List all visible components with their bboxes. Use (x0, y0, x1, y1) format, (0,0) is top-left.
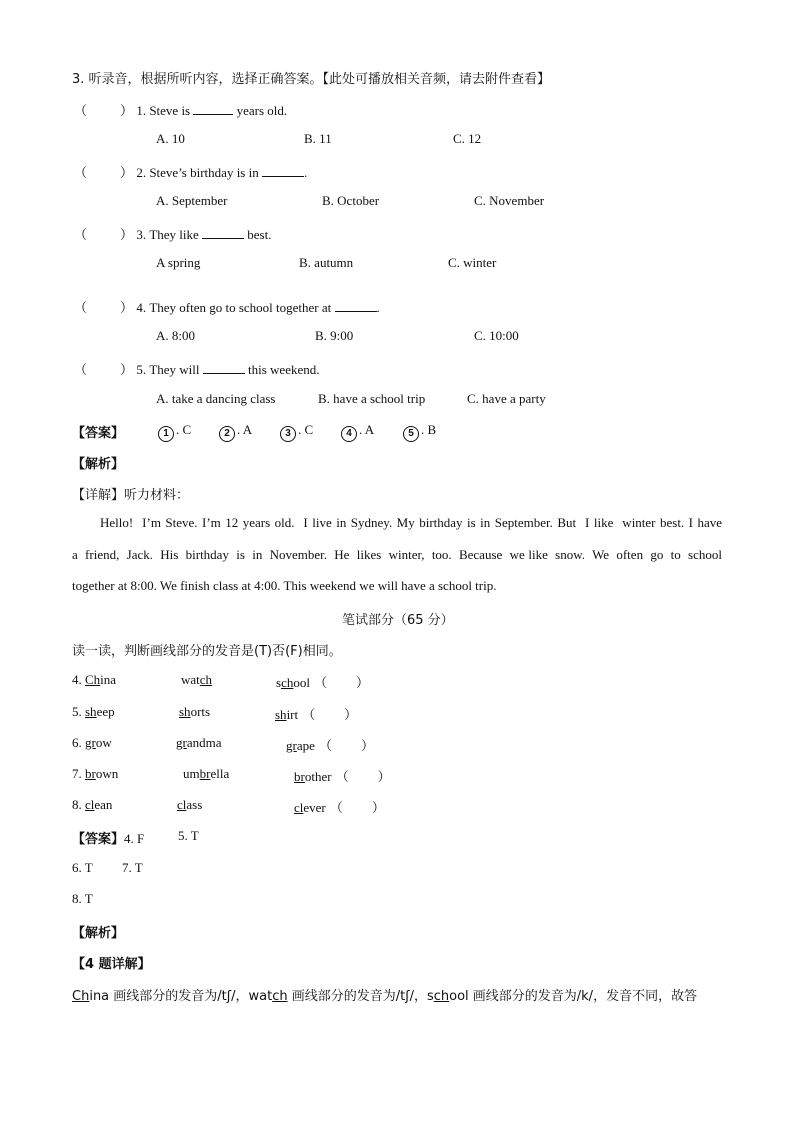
word-3: clever （ ） (294, 800, 385, 816)
answer-value: 5. T (178, 828, 199, 843)
word-2: shorts (179, 704, 211, 719)
circled-number: 2 (219, 426, 235, 442)
answer-paren: （ ） (74, 104, 134, 119)
item-stem-post: this weekend. (248, 362, 320, 377)
word-1: brown (85, 766, 119, 781)
answer-row (72, 422, 124, 441)
fill-blank (202, 228, 244, 239)
option-c: C. 10:00 (474, 328, 519, 343)
circled-number: 5 (403, 426, 419, 442)
item-number: 2. (136, 165, 147, 180)
passage-line: together at 8:00. We finish class at 4:00. This weekend we will have a school trip. (72, 578, 497, 593)
answer-value: . A (359, 422, 375, 437)
answer-paren: （ ） (74, 363, 134, 378)
fill-blank (193, 104, 233, 115)
analysis-tag: 【解析】 (72, 457, 125, 472)
question-3-header: 3. 听录音，根据所听内容，选择正确答案。【此处可播放相关音频，请去附件查看】 (72, 72, 551, 87)
answer-tag: 【答案】 (72, 426, 125, 441)
item-stem-pre: Steve is (149, 103, 191, 118)
option-b: B. October (322, 193, 380, 208)
item-stem-pre: They often go to school together at (149, 300, 332, 315)
section-instruction: 读一读，判断画线部分的发音是(T)否(F)相同。 (72, 644, 342, 659)
word-1: clean (85, 797, 113, 812)
word-1: China (85, 672, 117, 687)
item-stem-post: years old. (236, 103, 288, 118)
answer-paren: （ ） (74, 166, 134, 181)
answer-row (72, 828, 144, 847)
answer-value: . B (421, 422, 437, 437)
answer-paren: （ ） (74, 301, 134, 316)
option-a: A. take a dancing class (156, 391, 276, 406)
answer-item (403, 422, 436, 442)
word-2: class (177, 797, 203, 812)
detail-heading: 【详解】听力材料： (72, 488, 190, 503)
circled-number: 4 (341, 426, 357, 442)
answer-value: . A (237, 422, 253, 437)
analysis-tag: 【解析】 (72, 926, 125, 941)
answer-value: 4. F (124, 831, 145, 846)
circled-number: 3 (280, 426, 296, 442)
item-stem-pre: They will (149, 362, 200, 377)
word-2: grandma (176, 735, 222, 750)
answer-value: 8. T (72, 891, 93, 906)
answer-tag: 【答案】 (72, 832, 125, 847)
row-number: 8. (72, 797, 82, 812)
fill-blank (335, 301, 377, 312)
word-3: brother （ ） (294, 769, 391, 785)
item-number: 1. (136, 103, 147, 118)
item-number: 3. (136, 227, 147, 242)
option-a: A. 10 (156, 131, 185, 146)
row-number: 7. (72, 766, 82, 781)
answer-value: . C (298, 422, 314, 437)
option-c: C. November (474, 193, 545, 208)
word-3: grape （ ） (286, 738, 374, 754)
option-b: B. 11 (304, 131, 332, 146)
fill-blank (262, 166, 304, 177)
option-a: A spring (156, 255, 201, 270)
item-stem-pre: Steve’s birthday is in (149, 165, 259, 180)
answer-item (341, 422, 374, 442)
option-c: C. winter (448, 255, 497, 270)
word-1: grow (85, 735, 112, 750)
word-1: sheep (85, 704, 115, 719)
row-number: 6. (72, 735, 82, 750)
fill-blank (203, 363, 245, 374)
circled-number: 1 (158, 426, 174, 442)
explanation-line: China 画线部分的发音为/tʃ/，watch 画线部分的发音为/tʃ/，school 画线部分的发音为/k/，发音不同，故答 (72, 989, 698, 1004)
passage-line: Hello! I’m Steve. I’m 12 years old. I live in Sydney. My birthday is in September. But I like winter best. I have (100, 515, 722, 530)
option-b: B. autumn (299, 255, 354, 270)
item-number: 4. (136, 300, 147, 315)
word-3: school （ ） (276, 675, 370, 691)
item-stem-post: . (303, 165, 308, 180)
answer-paren: （ ） (325, 801, 385, 816)
row-number: 4. (72, 672, 82, 687)
item-stem-post: . (376, 300, 380, 315)
answer-value: 6. T (72, 860, 93, 875)
word-2: watch (181, 672, 213, 687)
answer-paren: （ ） (331, 770, 391, 785)
option-c: C. 12 (453, 131, 482, 146)
option-b: B. 9:00 (315, 328, 354, 343)
item-number: 5. (136, 362, 147, 377)
answer-value: . C (176, 422, 192, 437)
answer-value: 7. T (122, 860, 143, 875)
row-number: 5. (72, 704, 82, 719)
answer-item (280, 422, 313, 442)
answer-paren: （ ） (298, 708, 358, 723)
item-stem-pre: They like (149, 227, 199, 242)
section-title: 笔试部分（65 分） (342, 613, 454, 628)
detail-heading: 【4 题详解】 (72, 957, 151, 972)
answer-paren: （ ） (314, 739, 374, 754)
word-3: shirt （ ） (275, 707, 358, 723)
answer-item (158, 422, 191, 442)
answer-paren: （ ） (309, 676, 370, 691)
option-a: A. September (156, 193, 228, 208)
word-2: umbrella (183, 766, 230, 781)
answer-paren: （ ） (74, 228, 134, 243)
option-a: A. 8:00 (156, 328, 195, 343)
passage-line: a friend, Jack. His birthday is in November. He likes winter, too. Because we like snow. We often go to school (72, 547, 722, 562)
option-c: C. have a party (467, 391, 546, 406)
item-stem-post: best. (247, 227, 272, 242)
option-b: B. have a school trip (318, 391, 426, 406)
answer-item (219, 422, 252, 442)
